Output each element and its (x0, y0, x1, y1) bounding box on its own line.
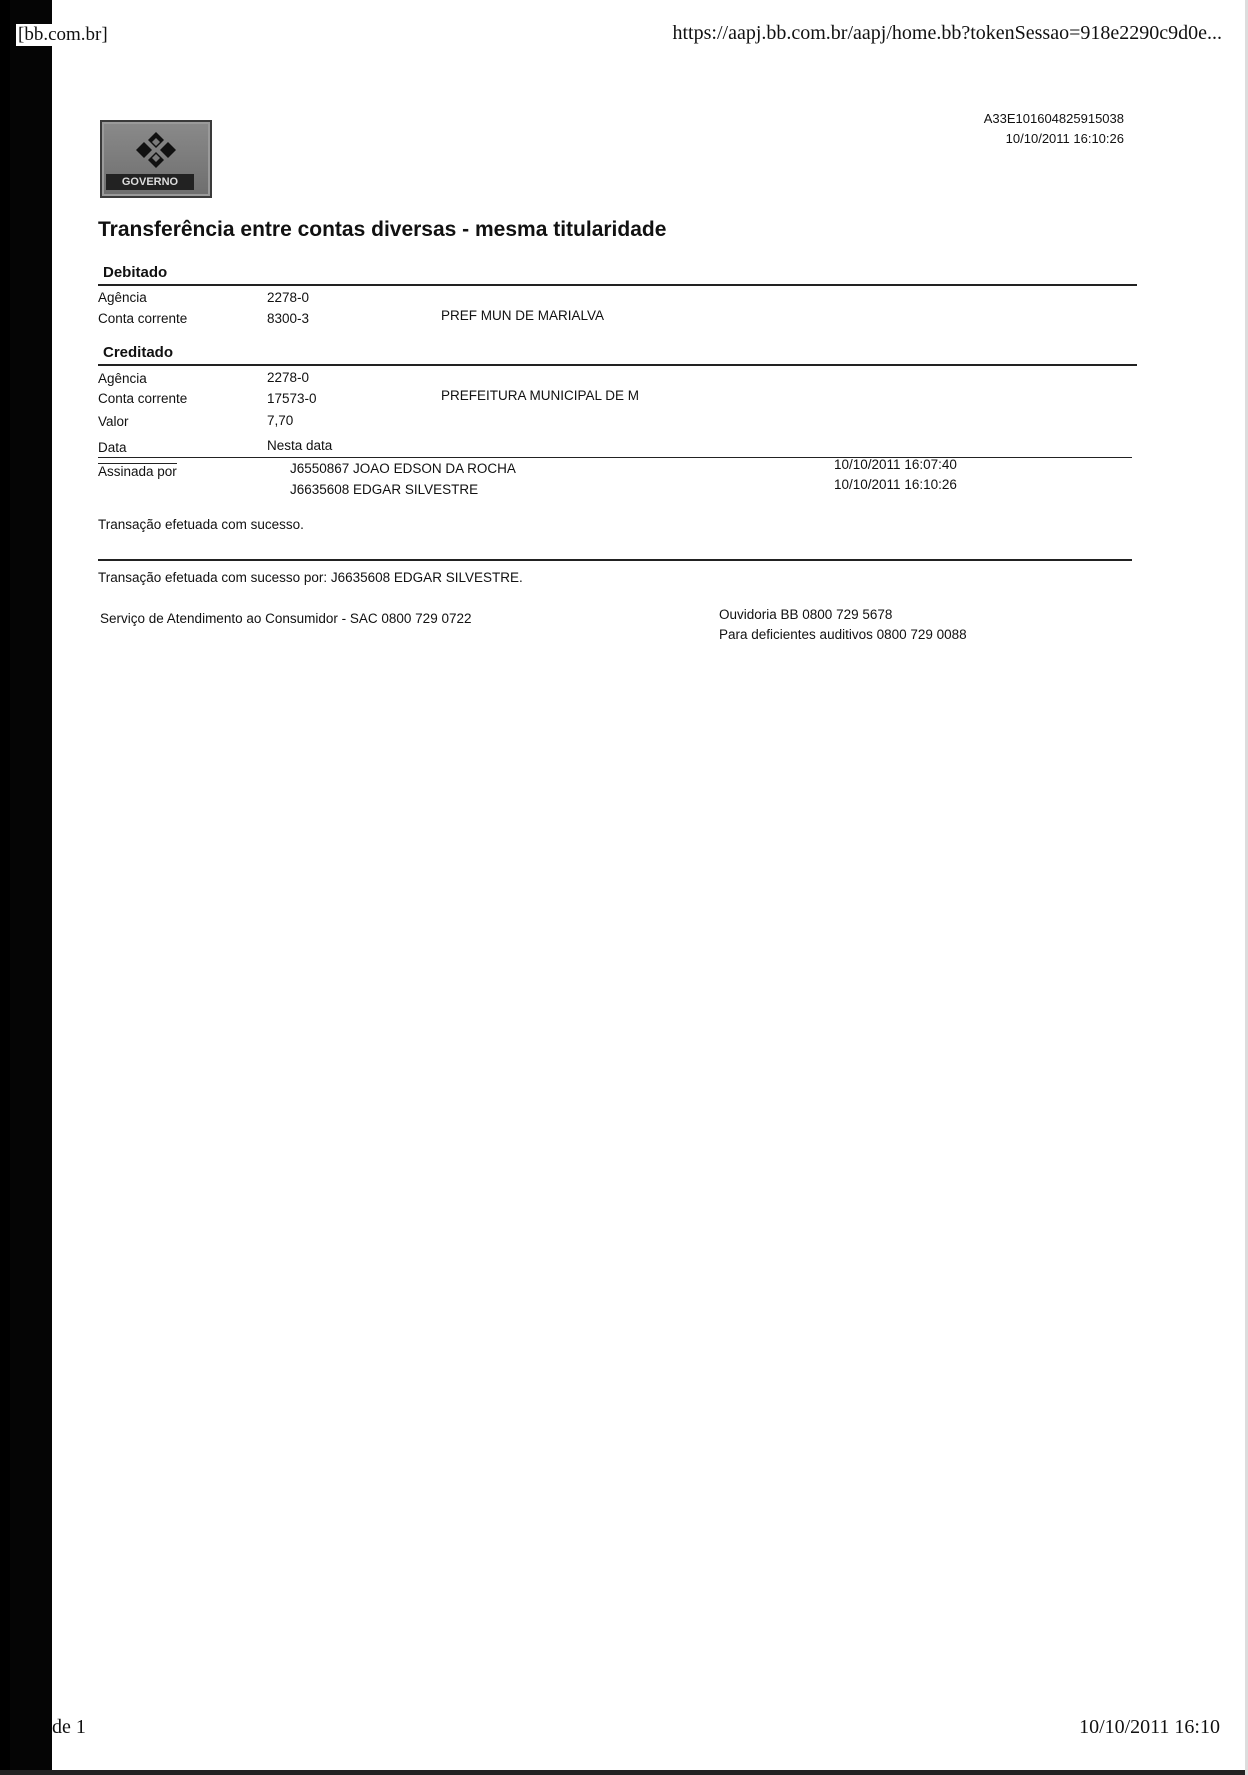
creditado-conta-name: PREFEITURA MUNICIPAL DE M (441, 388, 640, 403)
signer-2-name: J6635608 EDGAR SILVESTRE (290, 482, 479, 497)
creditado-conta-value: 17573-0 (267, 391, 317, 406)
sac-contact: Serviço de Atendimento ao Consumidor - SAC 0800 729 0722 (100, 611, 472, 626)
section-debitado: Debitado (98, 264, 1137, 286)
status-message: Transação efetuada com sucesso. (98, 517, 304, 532)
debitado-conta-name: PREF MUN DE MARIALVA (441, 308, 605, 323)
data-label: Data (98, 440, 127, 455)
print-footer-page: de 1 (52, 1716, 86, 1738)
scan-bottom-edge (0, 1770, 1248, 1775)
deficientes-contact: Para deficientes auditivos 0800 729 0088 (719, 627, 967, 642)
print-footer-timestamp: 10/10/2011 16:10 (1079, 1716, 1220, 1738)
creditado-agencia-value: 2278-0 (267, 370, 310, 385)
valor-label: Valor (98, 414, 129, 429)
creditado-conta-label: Conta corrente (98, 391, 188, 406)
banco-do-brasil-icon (134, 130, 178, 170)
logo-label: GOVERNO (106, 174, 194, 190)
signer-1-name: J6550867 JOAO EDSON DA ROCHA (290, 461, 516, 476)
section-creditado: Creditado (98, 344, 1137, 366)
signer-1-timestamp: 10/10/2011 16:07:40 (834, 457, 957, 472)
divider-line-2 (98, 559, 1132, 561)
creditado-agencia-label: Agência (98, 371, 147, 386)
assinada-label: Assinada por (98, 464, 177, 479)
debitado-agencia-value: 2278-0 (267, 290, 310, 305)
print-header-url[interactable]: https://aapj.bb.com.br/aapj/home.bb?tokenSessao=918e2290c9d0e... (672, 22, 1222, 44)
debitado-conta-label: Conta corrente (98, 311, 188, 326)
page-title: Transferência entre contas diversas - mesma titularidade (98, 218, 667, 241)
signer-2-timestamp: 10/10/2011 16:10:26 (834, 477, 957, 492)
scan-left-shadow (0, 0, 10, 1775)
debitado-conta-value: 8300-3 (267, 311, 310, 326)
bb-governo-logo (100, 120, 212, 198)
status-by-message: Transação efetuada com sucesso por: J6635608 EDGAR SILVESTRE. (98, 570, 523, 585)
session-id: A33E101604825915038 (983, 111, 1124, 126)
ouvidoria-contact: Ouvidoria BB 0800 729 5678 (719, 607, 893, 622)
session-timestamp: 10/10/2011 16:10:26 (1005, 131, 1124, 146)
data-value: Nesta data (267, 438, 333, 453)
print-header-site: [bb.com.br] (18, 24, 108, 45)
debitado-agencia-label: Agência (98, 290, 147, 305)
divider-line (98, 457, 1132, 458)
valor-value: 7,70 (267, 413, 294, 428)
